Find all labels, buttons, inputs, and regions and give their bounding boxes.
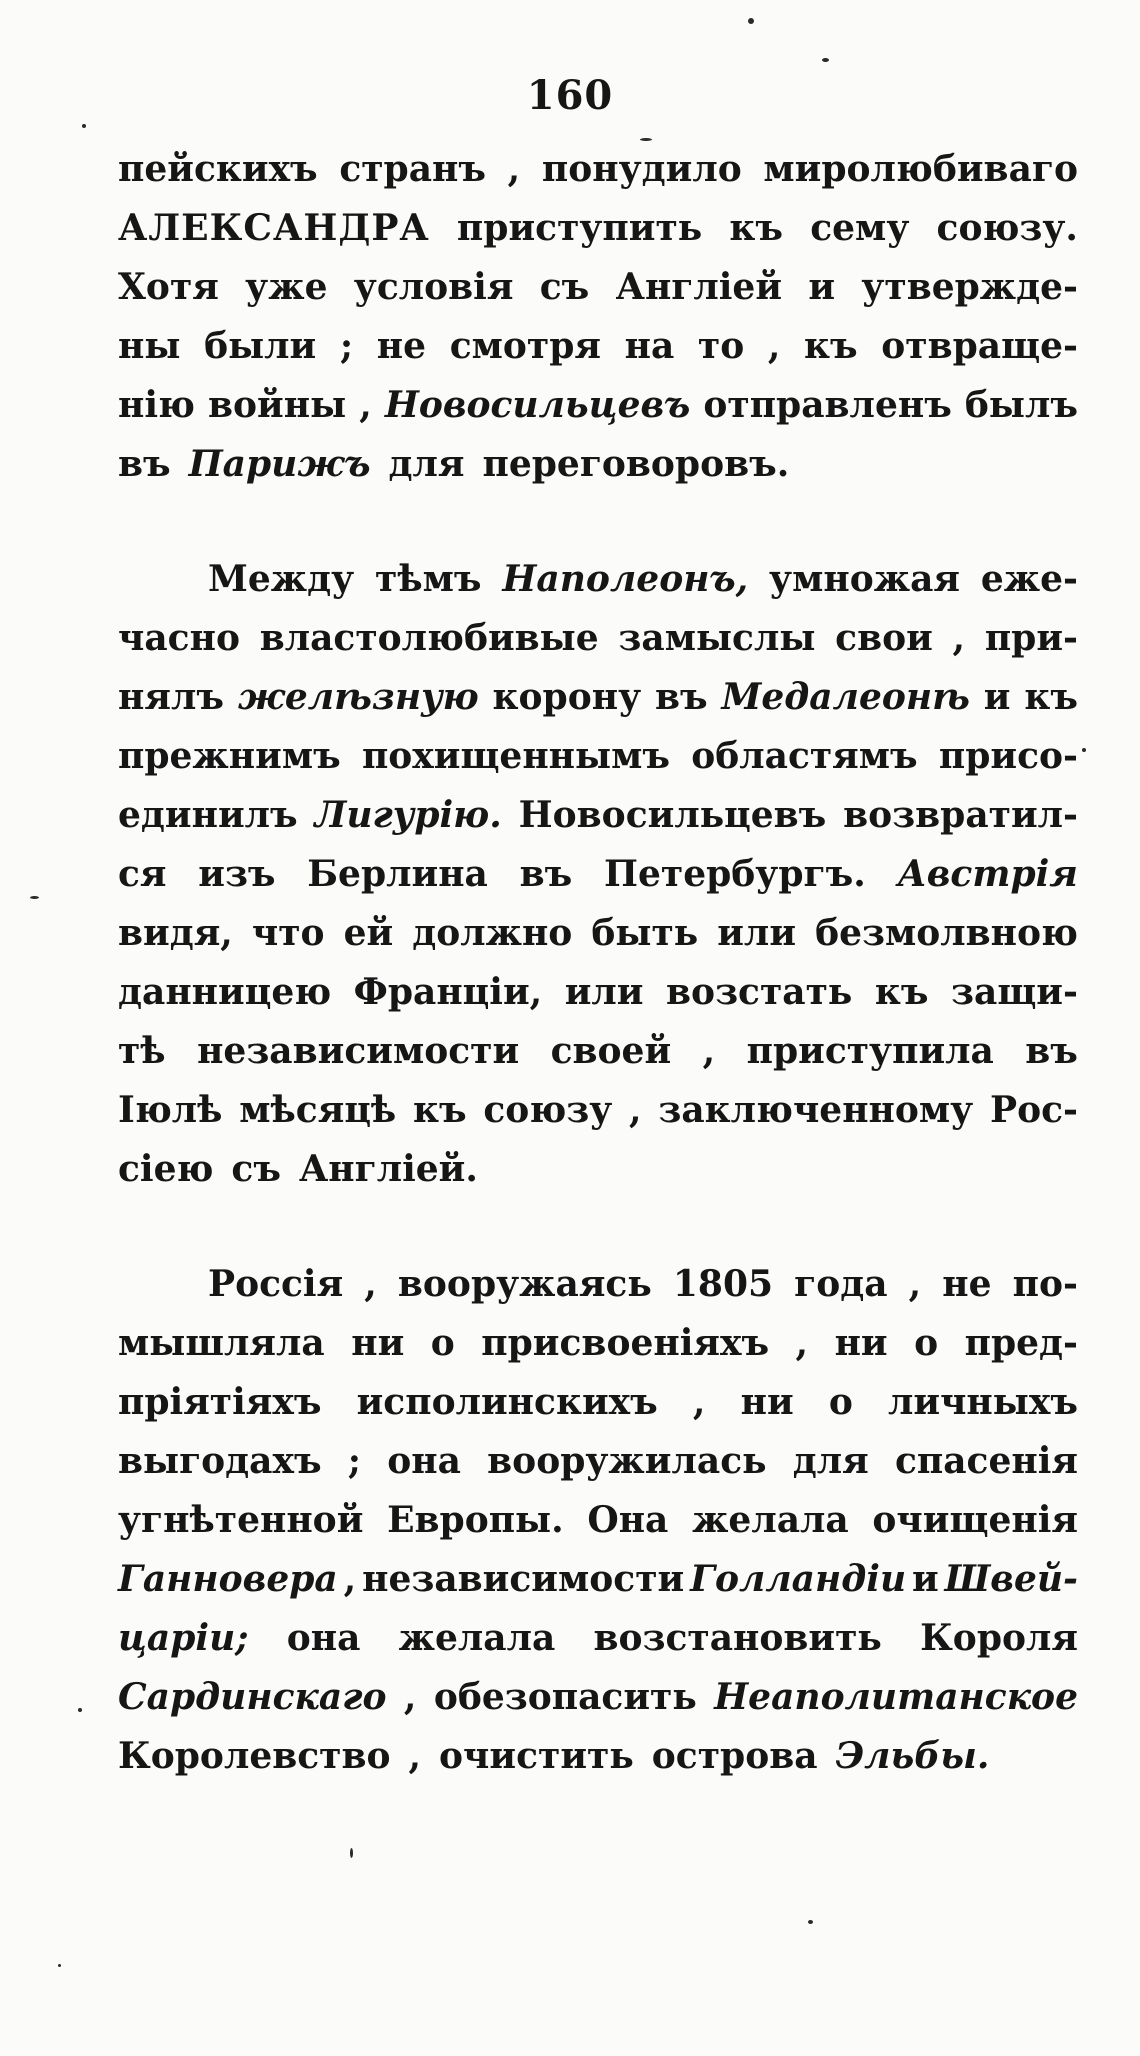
scan-speck	[58, 1964, 61, 1967]
text-line	[118, 735, 1078, 794]
word: къ	[874, 971, 929, 1013]
word: съ	[231, 1148, 281, 1190]
scan-speck	[82, 124, 86, 128]
word: пред-	[964, 1322, 1078, 1364]
word: ,	[952, 617, 966, 659]
word: тѣмъ	[375, 558, 482, 600]
paragraph-gap	[118, 1207, 1078, 1263]
scan-speck	[30, 896, 39, 899]
word: по-	[1012, 1263, 1078, 1305]
word: ,	[364, 1263, 377, 1305]
word: возстать	[666, 971, 853, 1013]
word: приступила	[746, 1030, 994, 1072]
text-line	[118, 148, 1078, 207]
text-line	[118, 266, 1078, 325]
italic-word: Новосильцевъ	[384, 384, 691, 426]
scan-speck	[640, 138, 652, 141]
word: часно	[118, 617, 240, 659]
word: войны	[208, 384, 347, 426]
word: ,	[795, 1322, 809, 1364]
italic-word: Неаполитанское	[714, 1676, 1078, 1718]
word: Королевство	[118, 1735, 391, 1777]
page-number: 160	[526, 72, 614, 119]
word: заключенному	[658, 1089, 974, 1131]
scan-speck	[350, 1848, 353, 1858]
word: очищенія	[872, 1499, 1078, 1541]
word: независимости	[362, 1558, 685, 1600]
text-line	[118, 1676, 1078, 1735]
word: союзу	[483, 1089, 613, 1131]
word: возвратил-	[843, 794, 1078, 836]
word: къ	[413, 1089, 467, 1131]
text-line	[118, 1735, 1078, 1794]
text-line	[118, 971, 1078, 1030]
text-line	[118, 853, 1078, 912]
word: то	[697, 325, 745, 367]
word: союзу.	[936, 207, 1078, 249]
word: изъ	[198, 853, 276, 895]
paragraph-gap	[118, 502, 1078, 558]
word: независимости	[197, 1030, 520, 1072]
word: АЛЕКСАНДРА	[118, 207, 430, 249]
word: Россія	[208, 1263, 344, 1305]
word: или	[564, 971, 644, 1013]
word: о	[914, 1322, 939, 1364]
word: ;	[339, 325, 354, 367]
text-line	[118, 325, 1078, 384]
paragraph	[118, 148, 1078, 502]
word: Европы.	[387, 1499, 564, 1541]
italic-word: Лигурію.	[314, 794, 502, 836]
word: ни	[740, 1381, 794, 1423]
text-line	[118, 443, 1078, 502]
word: Англіей.	[298, 1148, 478, 1190]
word: мышляла	[118, 1322, 325, 1364]
word: безмолвною	[815, 912, 1078, 954]
word: ,	[507, 148, 521, 190]
word: на	[624, 325, 675, 367]
text-line	[118, 1322, 1078, 1381]
scan-speck	[748, 18, 754, 24]
italic-word: Парижъ	[188, 443, 371, 485]
word: Петербургъ.	[604, 853, 866, 895]
word: мѣсяцѣ	[239, 1089, 397, 1131]
word: Рос-	[990, 1089, 1078, 1131]
word: были	[204, 325, 317, 367]
scan-speck	[822, 58, 829, 62]
text-line	[118, 676, 1078, 735]
word: года	[794, 1263, 888, 1305]
word: пріятіяхъ	[118, 1381, 322, 1423]
text-line	[118, 558, 1078, 617]
word: личныхъ	[887, 1381, 1078, 1423]
italic-word: Австрія	[897, 853, 1078, 895]
word: въ	[118, 443, 171, 485]
italic-word: Голландіи	[690, 1558, 907, 1600]
word: въ	[654, 676, 708, 718]
word: желала	[692, 1499, 849, 1541]
word: Берлина	[307, 853, 488, 895]
text-line	[118, 1440, 1078, 1499]
word: корону	[492, 676, 642, 718]
word: она	[286, 1617, 361, 1659]
word: Короля	[920, 1617, 1078, 1659]
word: утвержде-	[861, 266, 1078, 308]
word: ны	[118, 325, 181, 367]
word: Іюлѣ	[118, 1089, 223, 1131]
paragraph	[118, 558, 1078, 1207]
word: замыслы	[618, 617, 816, 659]
italic-word: желѣзную	[237, 676, 479, 718]
word: ;	[347, 1440, 362, 1482]
scan-speck	[1082, 748, 1086, 752]
scan-speck	[78, 1708, 82, 1712]
paragraph	[118, 1263, 1078, 1794]
word: къ	[729, 207, 784, 249]
word: что	[251, 912, 325, 954]
word: не	[376, 325, 427, 367]
italic-word: Наполеонъ,	[502, 558, 749, 600]
italic-word: Ганновера	[118, 1558, 338, 1600]
text-line	[118, 617, 1078, 676]
word: Новосильцевъ	[518, 794, 827, 836]
word: ,	[403, 1676, 417, 1718]
word: исполинскихъ	[356, 1381, 658, 1423]
word: ни	[834, 1322, 888, 1364]
italic-word: Швей-	[944, 1558, 1078, 1600]
word: ,	[908, 1263, 922, 1305]
body-text	[118, 148, 1078, 1794]
word: о	[430, 1322, 455, 1364]
word: для	[388, 443, 465, 485]
word: властолюбивые	[259, 617, 599, 659]
word: своей	[550, 1030, 672, 1072]
word: вооружилась	[487, 1440, 767, 1482]
word: ей	[343, 912, 394, 954]
word: защи-	[951, 971, 1078, 1013]
word: вооружаясь	[397, 1263, 652, 1305]
word: не	[942, 1263, 992, 1305]
word: ,	[767, 325, 781, 367]
word: Хотя	[118, 266, 219, 308]
word: ся	[118, 853, 167, 895]
word: и	[808, 266, 836, 308]
word: свои	[835, 617, 933, 659]
word: она	[387, 1440, 461, 1482]
word: должно	[412, 912, 573, 954]
word: острова	[651, 1735, 818, 1777]
word: спасенія	[894, 1440, 1078, 1482]
word: ни	[351, 1322, 405, 1364]
word: видя,	[118, 912, 233, 954]
word: ,	[343, 1558, 357, 1600]
text-line	[118, 1381, 1078, 1440]
text-line	[118, 912, 1078, 971]
word: прежнимъ	[118, 735, 341, 777]
word: 1805	[672, 1263, 774, 1305]
word: и	[912, 1558, 939, 1600]
word: умножая	[769, 558, 960, 600]
text-line	[118, 1030, 1078, 1089]
word: ,	[629, 1089, 642, 1131]
text-line	[118, 1499, 1078, 1558]
text-line	[118, 207, 1078, 266]
word: желала	[398, 1617, 556, 1659]
text-line	[118, 1089, 1078, 1148]
word: при-	[984, 617, 1078, 659]
word: ,	[359, 384, 372, 426]
text-line	[118, 794, 1078, 853]
word: отвраще-	[881, 325, 1078, 367]
word: съ	[539, 266, 590, 308]
italic-word: царіи;	[118, 1617, 249, 1659]
word: приступить	[456, 207, 703, 249]
text-line	[118, 1148, 1078, 1207]
word: въ	[519, 853, 573, 895]
word: ,	[702, 1030, 716, 1072]
word: Англіей	[615, 266, 783, 308]
word: сему	[810, 207, 910, 249]
italic-word: Сардинскаго	[118, 1676, 387, 1718]
word: къ	[804, 325, 858, 367]
word: къ	[1024, 676, 1078, 718]
word: и	[983, 676, 1011, 718]
word: похищеннымъ	[361, 735, 670, 777]
word: выгодахъ	[118, 1440, 322, 1482]
word: для	[792, 1440, 869, 1482]
word: понудило	[541, 148, 742, 190]
word: присвоеніяхъ	[481, 1322, 770, 1364]
italic-word: Медалеонѣ	[721, 676, 970, 718]
italic-word: Эльбы.	[835, 1735, 990, 1777]
word: переговоровъ.	[482, 443, 790, 485]
word: ,	[408, 1735, 422, 1777]
word: пейскихъ	[118, 148, 318, 190]
word: Между	[208, 558, 355, 600]
word: въ	[1025, 1030, 1078, 1072]
text-line	[118, 1558, 1078, 1617]
word: тѣ	[118, 1030, 166, 1072]
word: сіею	[118, 1148, 214, 1190]
word: областямъ	[691, 735, 918, 777]
word: быть	[591, 912, 699, 954]
word: данницею	[118, 971, 332, 1013]
word: угнѣтенной	[118, 1499, 364, 1541]
word: условія	[353, 266, 514, 308]
text-line	[118, 1263, 1078, 1322]
scan-speck	[808, 1920, 813, 1924]
word: нялъ	[118, 676, 224, 718]
word: присо-	[938, 735, 1078, 777]
word: Она	[587, 1499, 669, 1541]
word: отправленъ	[703, 384, 952, 426]
word: нію	[118, 384, 195, 426]
word: еже-	[980, 558, 1078, 600]
word: смотря	[449, 325, 601, 367]
word: или	[717, 912, 797, 954]
word: возстановить	[593, 1617, 882, 1659]
word: странъ	[339, 148, 487, 190]
word: единилъ	[118, 794, 298, 836]
word: Франціи,	[353, 971, 543, 1013]
word: миролюбиваго	[763, 148, 1078, 190]
word: о	[828, 1381, 853, 1423]
word: былъ	[964, 384, 1078, 426]
word: ,	[692, 1381, 706, 1423]
word: очистить	[439, 1735, 634, 1777]
text-line	[118, 384, 1078, 443]
word: уже	[245, 266, 328, 308]
text-line	[118, 1617, 1078, 1676]
word: обезопасить	[433, 1676, 697, 1718]
